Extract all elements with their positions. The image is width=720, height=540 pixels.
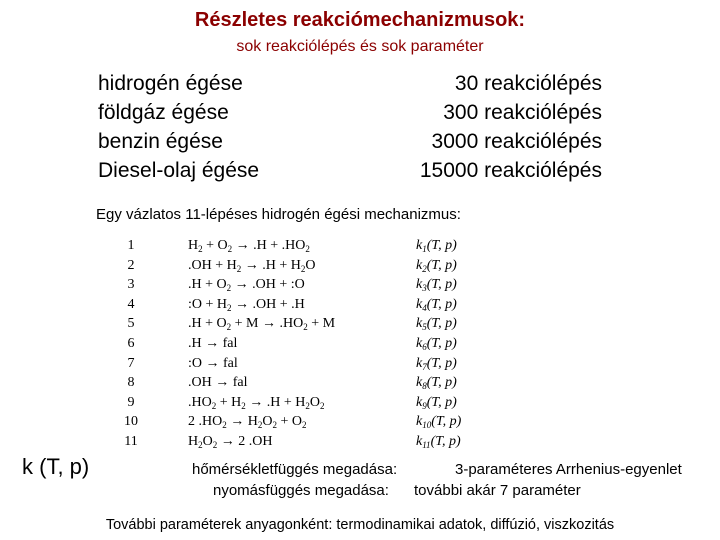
reaction-equation: 2 $.HO_2 \to H_2O_2 + O_2$ (188, 414, 307, 431)
fuel-name: földgáz égése (98, 101, 229, 124)
fuel-name: benzin égése (98, 130, 223, 153)
reaction-number: 1 (127, 238, 135, 253)
bottom-note: További paraméterek anyagonként: termodinamikai adatok, diffúzió, viszkozitás (105, 517, 615, 533)
reaction-number: 9 (127, 394, 135, 410)
rate-coefficient: $k_8(T$, p) (416, 375, 457, 392)
rate-coefficient: $k_6(T$, p) (416, 336, 457, 352)
reaction-equation: :O + $H_2 \to .OH + .H$ (188, 296, 305, 313)
step-count: 300 reakciólépés (443, 101, 602, 124)
reaction-equation: $.H + O_2 + M \to .HO_2 + M$ (188, 316, 336, 333)
reaction-number: 3 (127, 277, 135, 293)
reaction-equation: $H_2O_2 \to 2$ .OH (188, 434, 273, 450)
reaction-equation: $.HO_2 + H_2 \to .H + H_2O_2$ (188, 394, 325, 411)
temperature-dependence-label: hőmérsékletfüggés megadása: (192, 461, 398, 478)
rate-coefficient: $k_7(T$, p) (416, 355, 457, 372)
rate-coefficient: $k_{11}(T$, p) (416, 434, 461, 450)
reaction-equation: $.H + O_2 \to .OH$ + :O (188, 277, 305, 294)
temperature-dependence-value: 3-paraméteres Arrhenius-egyenlet (455, 461, 682, 478)
reaction-number: 4 (127, 296, 135, 312)
mechanism-intro: Egy vázlatos 11-lépéses hidrogén égési mechanizmus: (96, 206, 461, 223)
reaction-number: 5 (127, 316, 135, 332)
fuel-name: hidrogén égése (98, 72, 243, 95)
reaction-number: 6 (127, 336, 135, 351)
reaction-equation: :O → fal (188, 355, 238, 371)
rate-coefficient: $k_{10}(T$, p) (416, 414, 462, 431)
pressure-dependence-value: további akár 7 paraméter (414, 482, 581, 499)
step-count: 30 reakciólépés (454, 72, 602, 95)
step-count: 15000 reakciólépés (419, 159, 602, 182)
reaction-number: 7 (127, 355, 135, 371)
reaction-equation: $.OH + H_2 \to .H + H_2O$ (188, 257, 316, 274)
reaction-number: 2 (127, 257, 135, 273)
rate-coefficient: $k_2(T$, p) (416, 257, 457, 274)
rate-coefficient: $k_9(T$, p) (416, 394, 457, 411)
fuel-name: Diesel-olaj égése (98, 159, 260, 182)
reaction-equation: $H_2 + O_2 \to .H + .HO_2$ (188, 238, 310, 254)
reaction-number: 11 (124, 434, 138, 449)
slide-subtitle: sok reakciólépés és sok paraméter (236, 38, 484, 55)
reaction-number: 8 (127, 375, 135, 391)
rate-coefficient: $k_5(T$, p) (416, 316, 457, 333)
rate-coefficient: $k_1(T$, p) (416, 238, 457, 254)
slide-title: Részletes reakciómechanizmusok: (194, 9, 526, 31)
step-count: 3000 reakciólépés (431, 130, 602, 153)
pressure-dependence-label: nyomásfüggés megadása: (213, 482, 389, 499)
reaction-equation: .OH → fal (188, 375, 248, 391)
rate-coefficient-symbol: k (T, p) (22, 454, 90, 479)
rate-coefficient: $k_4(T$, p) (416, 296, 457, 313)
reaction-equation: .H → fal (188, 336, 238, 351)
reaction-number: 10 (124, 414, 138, 430)
rate-coefficient: $k_3(T$, p) (416, 277, 457, 294)
